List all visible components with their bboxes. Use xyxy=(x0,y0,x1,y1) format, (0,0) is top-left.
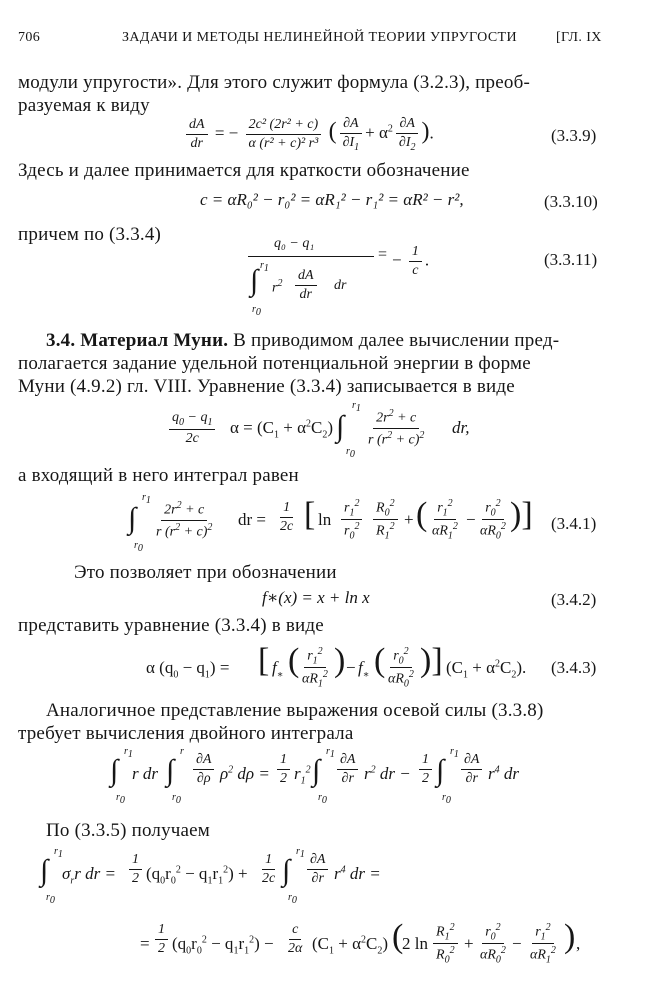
equation-number: (3.3.10) xyxy=(544,192,598,211)
equation-3-3-11: q₀ − q₁ ∫ $r_1$ $r_0$ $r^2$ $\frac{dA}{dr}$ dr = xyxy=(250,236,388,318)
section-heading: 3.4. Материал Муни. В приводимом далее вычислении пред- xyxy=(46,330,560,351)
equation-number: (3.4.2) xyxy=(551,590,597,609)
text-line: модули упругости». Для этого служит формула (3.2.3), преоб- xyxy=(18,72,530,93)
text-line: Здесь и далее принимается для краткости обозначение xyxy=(18,160,470,181)
text-line: Аналогичное представление выражения осевой силы (3.3.8) xyxy=(46,700,544,721)
text-line: требует вычисления двойного интеграла xyxy=(18,723,354,744)
equation-moony: $\frac{q_0 - q_1}{2c}$ $\alpha = (C_1 + \alpha^2C_2)$ ∫ $r_1$ $r_0$ $\frac{2r^2 + c}{r (r^2 + c)^2}$ dr, xyxy=(166,400,526,460)
chapter-ref: [ГЛ. IX xyxy=(556,30,602,45)
running-title: ЗАДАЧИ И МЕТОДЫ НЕЛИНЕЙНОЙ ТЕОРИИ УПРУГОСТИ xyxy=(122,30,518,45)
text-line: Муни (4.9.2) гл. VIII. Уравнение (3.3.4) записывается в виде xyxy=(18,376,515,397)
text-line: Это позволяет при обозначении xyxy=(74,562,337,583)
equation-3-3-9: $\frac{dA}{dr}$ = − $\frac{\text{2c² (2r² + c)}}{\text{α (r² + c)² r³}}$ ( $\frac{\partial A}{\partial I_1}$ + $\alpha^2$ $\frac{\partial A}{\partial I_2}$ ). xyxy=(183,116,434,153)
equation-3-4-3: α $(q_0 - q_1)$ = [ $f_∗$ ( $\frac{r_1^2}{\alpha R_1^2}$ ) − $f_∗$ ( $\frac{r_0^2}{\alpha R_0^2}$ )] $(C_1 + \alpha^2C_2)$. xyxy=(146,642,527,690)
text-line: разуемая к виду xyxy=(18,95,150,116)
equation-number: (3.3.9) xyxy=(551,126,597,145)
text-line: причем по (3.3.4) xyxy=(18,224,162,245)
section-title: 3.4. Материал Муни. xyxy=(46,330,229,351)
equation-3-4-2: f∗(x) = x + ln x xyxy=(262,588,370,607)
text-line: По (3.3.5) получаем xyxy=(46,820,211,841)
text-line: представить уравнение (3.3.4) в виде xyxy=(18,615,324,636)
equation-3-4-1: ∫ $r_1$ $r_0$ $\frac{2r^2 + c}{r (r^2 + c)^2}$ dr = $\frac{1}{2c}$ [ ln $\frac{r_1^2}{r_0^2}$ $\frac{R_0^2}{R_1^2}$ + ( $\frac{r_1^2}{\alpha R_1^2}$ − $\frac{r_0^2}{\alpha R_0^2}$ )] xyxy=(128,492,533,554)
equation-number: (3.4.3) xyxy=(551,658,597,677)
text-line: полагается задание удельной потенциальной энергии в форме xyxy=(18,353,531,374)
equation-number: (3.4.1) xyxy=(551,514,597,533)
equation-3-3-11-rhs: − $\frac{1}{c}$ . xyxy=(392,244,430,278)
page-number: 706 xyxy=(18,30,41,45)
text-line: а входящий в него интеграл равен xyxy=(18,465,299,486)
equation-3-3-10: c = αR₀² − r₀² = αR₁² − r₁² = αR² − r², xyxy=(200,190,464,209)
equation-axial-force-line1: ∫ $r_1$ $r_0$ $\sigma_rr$ dr = $\frac{1}{2}$ $(q_0r_0^2 - q_1r_1^2)$ + $\frac{1}{2c}$ ∫ $r_1$ $r_0$ $\frac{\partial A}{\partial r}$ $r^4$ dr = xyxy=(40,846,381,906)
equation-double-integral: ∫ $r_1$ $r_0$ r dr ∫ r $r_0$ $\frac{\partial A}{\partial\rho}$ $\rho^2$ dρ = $\frac{1}{2}$ $r_1^2$ ∫ $r_1$ $r_0$ $\frac{\partial A}{\partial r}$ $r^2$ dr − $\frac{1}{2}$ ∫ $r_1$ $r_0$ $\frac{\partial A}{\partial r}$ $r^4$ dr xyxy=(110,746,519,806)
equation-number: (3.3.11) xyxy=(544,250,598,269)
equation-axial-force-line2: = $\frac{1}{2}$ $(q_0r_0^2 - q_1r_1^2)$ − $\frac{c}{2\alpha}$ $(C_1 + \alpha^2C_2)$ ( 2 ln $\frac{R_1^2}{R_0^2}$ + $\frac{r_0^2}{\alpha R_0^2}$ − $\frac{r_1^2}{\alpha R_1^2}$ ) , xyxy=(140,918,581,966)
